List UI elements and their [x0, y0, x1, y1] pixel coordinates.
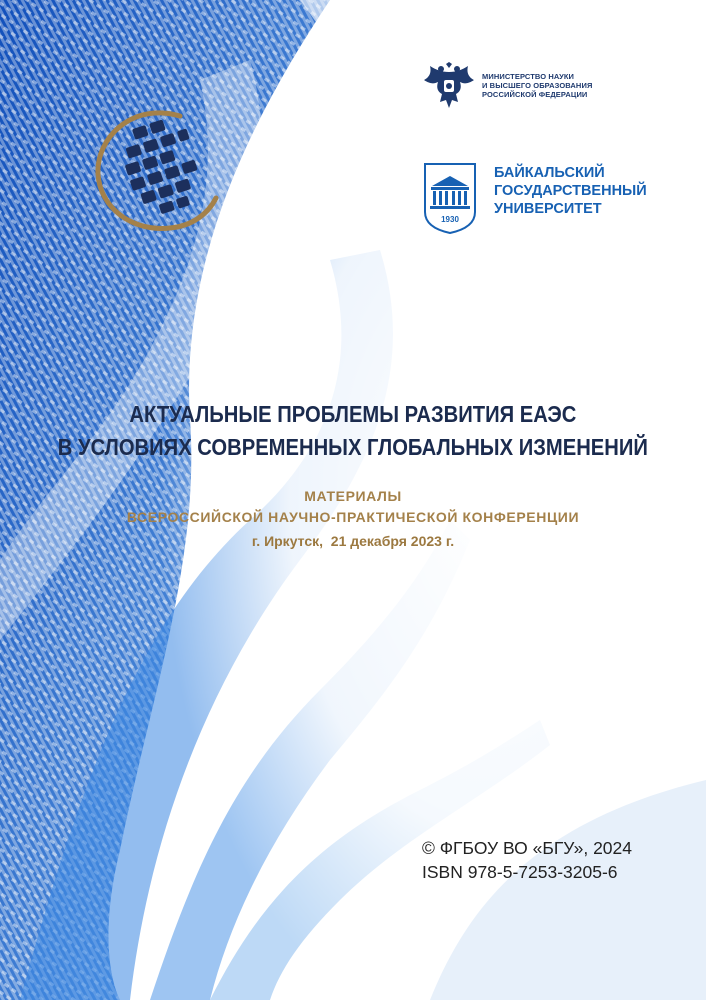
ministry-line-2: И ВЫСШЕГО ОБРАЗОВАНИЯ	[482, 81, 593, 90]
ministry-line-1: МИНИСТЕРСТВО НАУКИ	[482, 72, 575, 81]
title-line-1: АКТУАЛЬНЫЕ ПРОБЛЕМЫ РАЗВИТИЯ ЕАЭС	[129, 401, 577, 427]
university-name	[494, 164, 694, 218]
globe-crescent-logo-icon	[92, 108, 222, 236]
university-line-3: УНИВЕРСИТЕТ	[494, 201, 602, 217]
title-line-2: В УСЛОВИЯХ СОВРЕМЕННЫХ ГЛОБАЛЬНЫХ ИЗМЕНЕНИЙ	[57, 434, 648, 460]
university-founded-year: 1930	[441, 215, 459, 224]
subtitle-line-2: ВСЕРОССИЙСКОЙ НАУЧНО-ПРАКТИЧЕСКОЙ КОНФЕРЕНЦИИ	[126, 509, 580, 525]
copyright-text: © ФГБОУ ВО «БГУ», 2024	[422, 838, 633, 858]
publication-info	[422, 836, 692, 884]
ministry-name	[482, 72, 642, 99]
page-title	[49, 398, 656, 464]
university-line-1: БАЙКАЛЬСКИЙ	[494, 165, 605, 181]
ministry-line-3: РОССИЙСКОЙ ФЕДЕРАЦИИ	[482, 90, 588, 99]
subtitle	[0, 486, 706, 528]
isbn-text: ISBN 978-5-7253-3205-6	[422, 862, 618, 882]
subtitle-line-1: МАТЕРИАЛЫ	[304, 488, 402, 504]
double-headed-eagle-icon	[422, 62, 476, 112]
place-and-date: г. Иркутск, 21 декабря 2023 г.	[251, 533, 455, 549]
university-building-emblem-icon	[422, 162, 478, 234]
university-line-2: ГОСУДАРСТВЕННЫЙ	[494, 183, 647, 199]
